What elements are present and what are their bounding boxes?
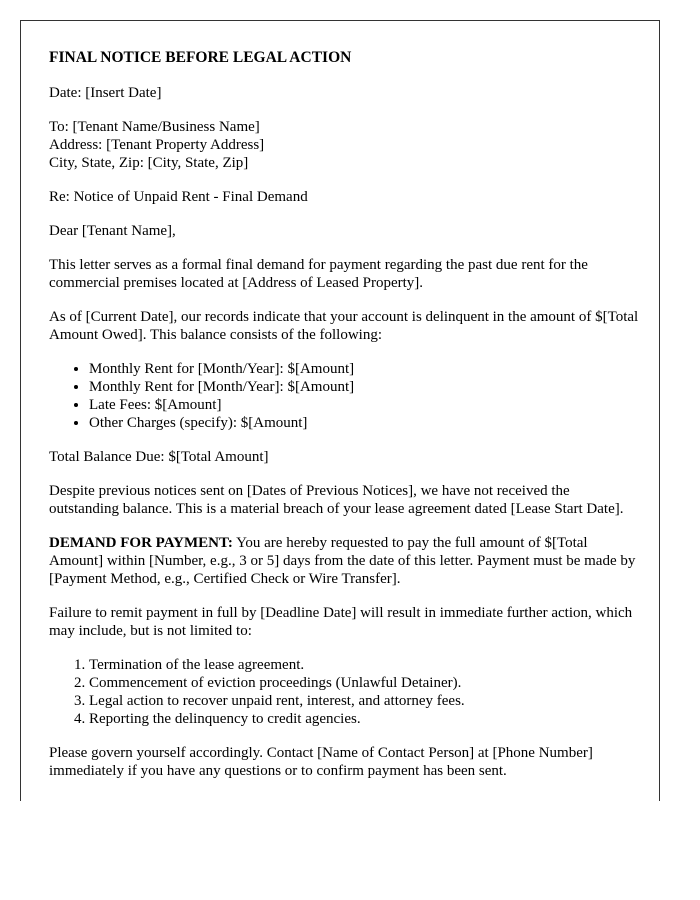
recipient-block: [49, 118, 639, 172]
list-item: • Other Charges (specify): $[Amount]: [89, 414, 639, 432]
salutation: Dear [Tenant Name],: [49, 223, 176, 239]
recipient-city-state-zip: City, State, Zip: [City, State, Zip]: [49, 155, 249, 171]
date-line: Date: [Insert Date]: [49, 85, 162, 101]
re-line: Re: Notice of Unpaid Rent - Final Demand: [49, 189, 308, 205]
demand-text: You are hereby requested to pay the full amount of $[Total Amount] within [Number, e.g., 3 or 5] days from the date of this letter. Payment must be made by [Payment Method, e.g., Certified Check or Wire Transfer].: [49, 535, 636, 587]
recipient-to: To: [Tenant Name/Business Name]: [49, 119, 260, 135]
closing-paragraph: Please govern yourself accordingly. Contact [Name of Contact Person] at [Phone Number] immediately if you have any questions or to confirm payment has been sent.: [49, 745, 593, 779]
letter-title: FINAL NOTICE BEFORE LEGAL ACTION: [49, 49, 352, 66]
list-item: • Monthly Rent for [Month/Year]: $[Amount]: [89, 360, 639, 378]
actions-list: [49, 656, 639, 728]
list-item: 4. Reporting the delinquency to credit agencies.: [89, 710, 639, 728]
previous-notices-paragraph: Despite previous notices sent on [Dates of Previous Notices], we have not received the outstanding balance. This is a material breach of your lease agreement dated [Lease Start Date].: [49, 483, 624, 517]
recipient-address: Address: [Tenant Property Address]: [49, 137, 265, 153]
list-item: 3. Legal action to recover unpaid rent, interest, and attorney fees.: [89, 692, 639, 710]
balance-paragraph: As of [Current Date], our records indicate that your account is delinquent in the amount of $[Total Amount Owed]. This balance consists of the following:: [49, 309, 639, 343]
balance-items-list: [49, 360, 639, 432]
list-item: 1. Termination of the lease agreement.: [89, 656, 639, 674]
total-balance: Total Balance Due: $[Total Amount]: [49, 449, 269, 465]
failure-paragraph: Failure to remit payment in full by [Deadline Date] will result in immediate further action, which may include, but is not limited to:: [49, 605, 633, 639]
list-item: • Monthly Rent for [Month/Year]: $[Amount]: [89, 378, 639, 396]
intro-paragraph: This letter serves as a formal final demand for payment regarding the past due rent for the commercial premises located at [Address of Leased Property].: [49, 257, 588, 291]
list-item: 2. Commencement of eviction proceedings (Unlawful Detainer).: [89, 674, 639, 692]
demand-label: DEMAND FOR PAYMENT:: [49, 535, 233, 551]
demand-paragraph: [49, 534, 639, 588]
letter-page: [20, 20, 660, 801]
letter-content: [49, 48, 639, 796]
list-item: • Late Fees: $[Amount]: [89, 396, 639, 414]
